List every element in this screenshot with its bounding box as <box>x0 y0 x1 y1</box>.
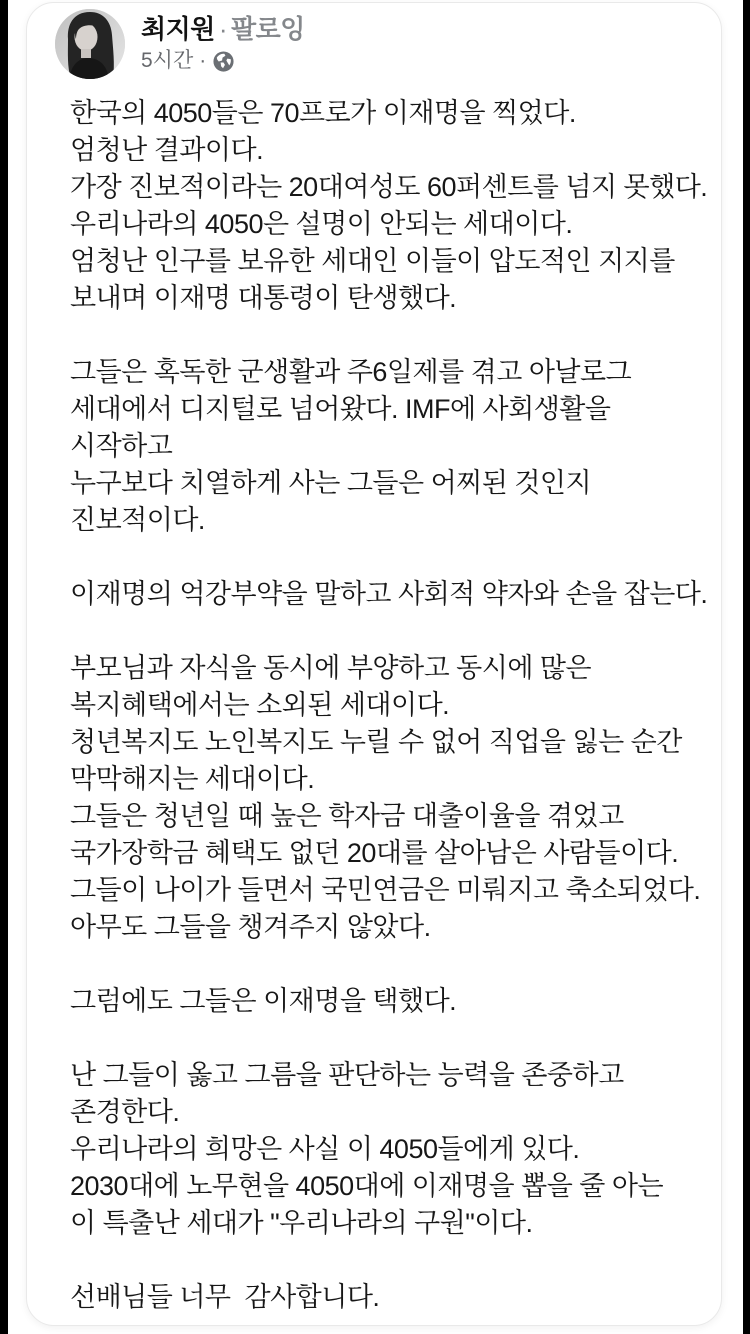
post-text-line: 시작하고 <box>70 431 173 461</box>
post-text-line: 청년복지도 노인복지도 누릴 수 없어 직업을 잃는 순간 <box>70 727 682 757</box>
post-text-line <box>70 613 749 650</box>
post-text-line: 보내며 이재명 대통령이 탄생했다. <box>70 283 457 313</box>
post-text-line <box>70 1020 749 1057</box>
post-header <box>55 9 305 79</box>
post-text-line: 세대에서 디지털로 넘어왔다. IMF에 사회생활을 <box>70 394 611 424</box>
post-header-text <box>141 9 305 74</box>
post-meta-row <box>141 48 305 74</box>
post-text-line: 그들은 혹독한 군생활과 주6일제를 겪고 아날로그 <box>70 357 632 387</box>
post-text-line: 진보적이다. <box>70 505 205 535</box>
post-text-line: 난 그들이 옳고 그름을 판단하는 능력을 존중하고 <box>70 1060 624 1090</box>
post-text-line: 엄청난 인구를 보유한 세대인 이들이 압도적인 지지를 <box>70 246 675 276</box>
post-text-line: 아무도 그들을 챙겨주지 않았다. <box>70 912 431 942</box>
post-text-line: 우리나라의 4050은 설명이 안되는 세대이다. <box>70 209 573 239</box>
meta-separator: · <box>199 49 207 72</box>
post-text-line: 그들이 나이가 들면서 국민연금은 미뤄지고 축소되었다. <box>70 875 701 905</box>
name-separator: · <box>218 14 228 44</box>
post-text-line: 그들은 청년일 때 높은 학자금 대출이율을 겪었고 <box>70 801 624 831</box>
left-edge-bar <box>0 0 8 1334</box>
post-text-line: 부모님과 자식을 동시에 부양하고 동시에 많은 <box>70 653 592 683</box>
profile-photo-icon <box>55 9 125 79</box>
post-text-line <box>70 317 749 354</box>
post-text-line: 존경한다. <box>70 1097 180 1127</box>
globe-icon <box>212 50 235 73</box>
post-text-line <box>70 946 749 983</box>
post-text-line: 선배님들 너무 감사합니다. <box>70 1282 380 1312</box>
post-text-line: 이 특출난 세대가 "우리나라의 구원"이다. <box>70 1208 533 1238</box>
post-text-line: 가장 진보적이라는 20대여성도 60퍼센트를 넘지 못했다. <box>70 172 708 202</box>
post-text-line: 복지혜택에서는 소외된 세대이다. <box>70 690 450 720</box>
post-text-line: 우리나라의 희망은 사실 이 4050들에게 있다. <box>70 1134 580 1164</box>
post-text-line: 엄청난 결과이다. <box>70 135 264 165</box>
post-text-line <box>70 1242 749 1279</box>
author-name[interactable]: 최지원 <box>141 14 215 44</box>
post-text-line: 누구보다 치열하게 사는 그들은 어찌된 것인지 <box>70 468 592 498</box>
post-text-line: 막막해지는 세대이다. <box>70 764 315 794</box>
avatar[interactable] <box>55 9 125 79</box>
post-body-text <box>70 95 749 1316</box>
post-text-line: 한국의 4050들은 70프로가 이재명을 찍었다. <box>70 98 576 128</box>
post-text-line: 그럼에도 그들은 이재명을 택했다. <box>70 986 457 1016</box>
timestamp[interactable]: 5시간 <box>141 49 194 72</box>
post-card <box>26 2 722 1326</box>
post-text-line <box>70 539 749 576</box>
post-text-line: 국가장학금 혜택도 없던 20대를 살아남은 사람들이다. <box>70 838 679 868</box>
author-row <box>141 13 305 45</box>
follow-status-label[interactable]: 팔로잉 <box>231 14 305 44</box>
post-text-line: 2030대에 노무현을 4050대에 이재명을 뽑을 줄 아는 <box>70 1171 664 1201</box>
post-text-line: 이재명의 억강부약을 말하고 사회적 약자와 손을 잡는다. <box>70 579 708 609</box>
